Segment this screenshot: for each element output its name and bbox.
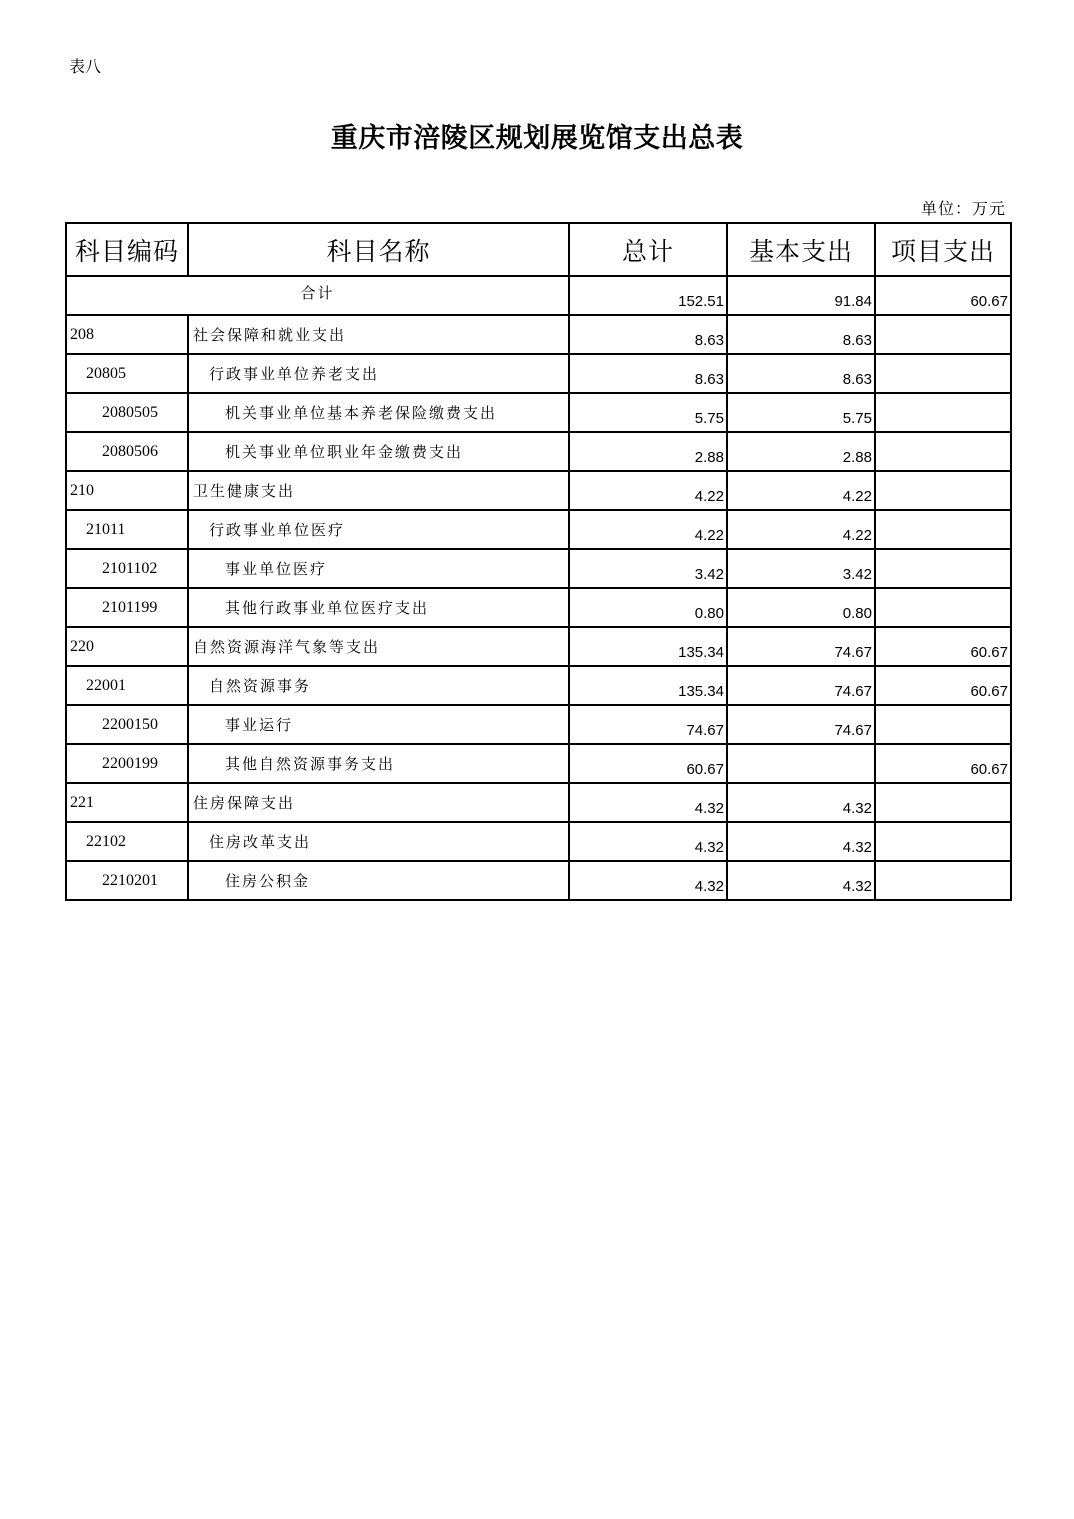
basic-cell: 4.22 [727,510,875,549]
table-row [66,510,1011,549]
name-cell: 其他行政事业单位医疗支出 [188,588,569,627]
basic-cell: 74.67 [727,627,875,666]
code-cell: 2210201 [66,861,188,900]
table-row [66,705,1011,744]
code-cell: 210 [66,471,188,510]
code-cell: 2101102 [66,549,188,588]
total-cell: 135.34 [569,627,727,666]
total-cell: 0.80 [569,588,727,627]
code-cell: 208 [66,315,188,354]
table-header-row [66,223,1011,276]
code-cell: 22001 [66,666,188,705]
total-cell: 4.22 [569,471,727,510]
basic-cell: 4.32 [727,822,875,861]
total-row [66,276,1011,315]
table-row [66,666,1011,705]
project-cell [875,393,1011,432]
code-cell: 2080505 [66,393,188,432]
basic-cell: 74.67 [727,705,875,744]
table-row [66,861,1011,900]
name-cell: 住房改革支出 [188,822,569,861]
name-cell: 自然资源海洋气象等支出 [188,627,569,666]
total-cell: 74.67 [569,705,727,744]
total-cell: 8.63 [569,315,727,354]
total-cell: 135.34 [569,666,727,705]
basic-cell: 4.32 [727,783,875,822]
project-cell [875,861,1011,900]
project-cell: 60.67 [875,744,1011,783]
basic-cell: 8.63 [727,354,875,393]
basic-cell: 4.22 [727,471,875,510]
total-total-cell: 152.51 [569,276,727,315]
total-cell: 60.67 [569,744,727,783]
table-number: 表八 [69,57,102,76]
basic-cell: 0.80 [727,588,875,627]
basic-cell: 74.67 [727,666,875,705]
code-cell: 22102 [66,822,188,861]
table-row [66,627,1011,666]
project-cell: 60.67 [875,627,1011,666]
name-cell: 社会保障和就业支出 [188,315,569,354]
code-cell: 2200150 [66,705,188,744]
unit-label: 单位：万元 [920,199,1006,218]
total-label: 合计 [300,284,335,302]
column-header-code: 科目编码 [66,223,188,276]
project-cell [875,432,1011,471]
project-cell [875,315,1011,354]
table-row [66,393,1011,432]
project-cell [875,705,1011,744]
project-cell [875,471,1011,510]
table-row [66,783,1011,822]
total-cell: 5.75 [569,393,727,432]
code-cell: 220 [66,627,188,666]
basic-cell [727,744,875,783]
name-cell: 机关事业单位职业年金缴费支出 [188,432,569,471]
project-cell [875,354,1011,393]
total-cell: 4.32 [569,822,727,861]
code-cell: 2080506 [66,432,188,471]
table-row [66,549,1011,588]
total-basic-cell: 91.84 [727,276,875,315]
table-row [66,588,1011,627]
total-cell: 4.32 [569,783,727,822]
total-project-cell: 60.67 [875,276,1011,315]
name-cell: 行政事业单位养老支出 [188,354,569,393]
column-header-total: 总计 [569,223,727,276]
total-label-cell [66,276,569,315]
project-cell [875,588,1011,627]
project-cell [875,510,1011,549]
name-cell: 卫生健康支出 [188,471,569,510]
table-row [66,744,1011,783]
name-cell: 住房保障支出 [188,783,569,822]
name-cell: 事业单位医疗 [188,549,569,588]
table-row [66,432,1011,471]
basic-cell: 4.32 [727,861,875,900]
table-row [66,315,1011,354]
total-cell: 2.88 [569,432,727,471]
table-row [66,471,1011,510]
code-cell: 2200199 [66,744,188,783]
total-cell: 3.42 [569,549,727,588]
name-cell: 其他自然资源事务支出 [188,744,569,783]
page-title: 重庆市涪陵区规划展览馆支出总表 [330,123,744,154]
total-cell: 8.63 [569,354,727,393]
code-cell: 21011 [66,510,188,549]
basic-cell: 3.42 [727,549,875,588]
table-row [66,822,1011,861]
total-cell: 4.32 [569,861,727,900]
name-cell: 自然资源事务 [188,666,569,705]
basic-cell: 2.88 [727,432,875,471]
expenditure-table [65,222,1012,901]
code-cell: 2101199 [66,588,188,627]
name-cell: 事业运行 [188,705,569,744]
project-cell [875,783,1011,822]
column-header-project: 项目支出 [875,223,1011,276]
project-cell [875,822,1011,861]
name-cell: 住房公积金 [188,861,569,900]
code-cell: 20805 [66,354,188,393]
name-cell: 行政事业单位医疗 [188,510,569,549]
column-header-name: 科目名称 [188,223,569,276]
column-header-basic: 基本支出 [727,223,875,276]
project-cell [875,549,1011,588]
basic-cell: 5.75 [727,393,875,432]
name-cell: 机关事业单位基本养老保险缴费支出 [188,393,569,432]
project-cell: 60.67 [875,666,1011,705]
code-cell: 221 [66,783,188,822]
table-row [66,354,1011,393]
total-cell: 4.22 [569,510,727,549]
basic-cell: 8.63 [727,315,875,354]
